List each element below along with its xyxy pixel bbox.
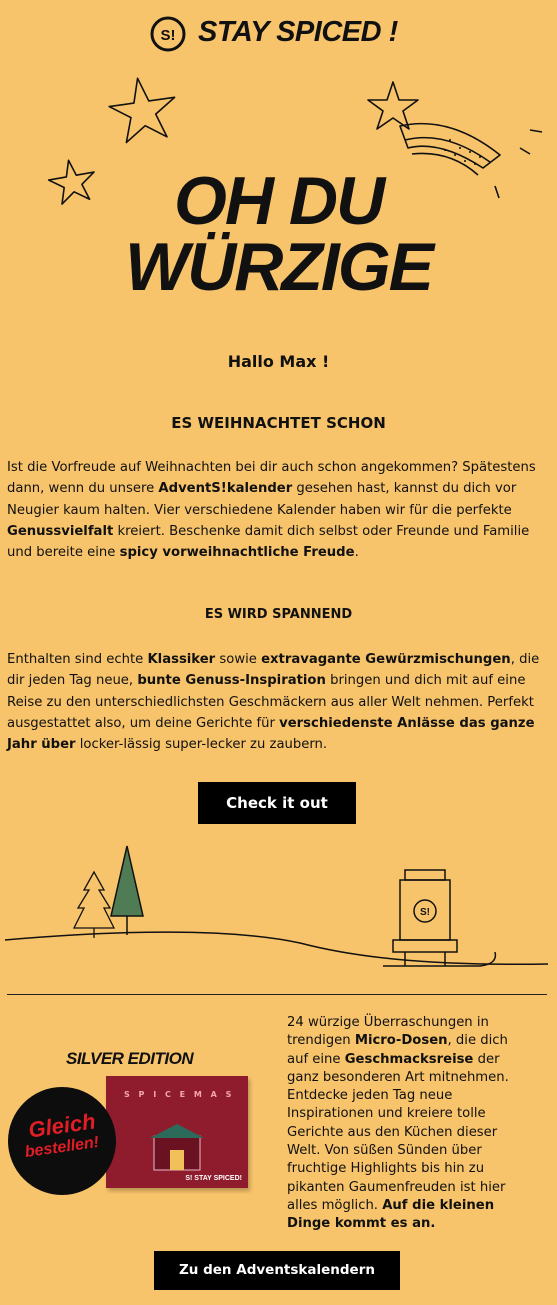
brand-mark-icon [148,14,188,54]
svg-text:S!: S! [420,907,430,918]
hero-line-1: OH DU [173,163,384,239]
brand-logo[interactable] [0,14,557,54]
intro-paragraph: Ist die Vorfreude auf Weihnachten bei dir auch schon angekommen? Spätestens dann, wenn du unsere AdventS!kalender gesehen hast, kannst du dich vor Neugier kaum halten. Vier verschiedene Kalender haben wir für die perfekte Genussvielfalt kreiert. Beschenke damit dich selbst oder Freunde und Familie und bereite eine spicy vorweihnachtliche Freude. [7,460,536,561]
section-title-weihnachtet: ES WEIHNACHTET SCHON [171,414,386,432]
check-it-out-button[interactable]: Check it out [198,782,356,824]
order-now-badge[interactable] [8,1087,116,1195]
winter-landscape-illustration [0,838,557,978]
divider [7,994,547,995]
tree-icon [111,846,143,916]
box-brand: S! STAY SPICED! [185,1175,242,1182]
order-badge-line-2: bestellen! [23,1133,101,1162]
order-badge-line-1: Gleich [26,1108,97,1143]
box-title: S P I C E M A S [124,1090,235,1099]
greeting: Hallo Max ! [227,352,330,371]
svg-text:S!: S! [160,27,176,44]
tree-icon [74,872,114,928]
hero-line-2: WÜRZIGE [124,229,433,305]
details-paragraph: Enthalten sind echte Klassiker sowie extravagante Gewürzmischungen, die dir jeden Tag neue, bunte Genuss-Inspiration bringen und dich mit auf eine Reise zu den unterschiedlichsten Geschmäckern aus aller Welt nehmen. Perfekt ausgestattet also, um deine Gerichte für verschiedenste Anlässe das ganze Jahr über locker-lässig super-lecker zu zaubern. [7,652,540,753]
sled-icon [383,870,495,966]
shooting-star-icon [368,82,418,129]
section-title-spannend: ES WIRD SPANNEND [204,607,353,622]
product-description: 24 würzige Überraschungen in trendigen Micro-Dosen, die dich auf eine Geschmacksreise der ganz besonderen Art mitnehmen. Entdecke jeden Tag neue Inspirationen und kreiere tolle Gerichte aus den Küchen dieser Welt. Von süßen Sünden über fruchtige Highlights bis hin zu pikanten Gaumenfreuden ist hier alles möglich. Auf die kleinen Dinge kommt es an. [287,1015,509,1232]
advent-calendar-box-image[interactable] [106,1076,248,1188]
star-icon [106,74,180,145]
adventskalender-button[interactable]: Zu den Adventskalendern [154,1251,400,1290]
house-icon [146,1118,208,1174]
edition-label: SILVER EDITION [66,1049,194,1068]
brand-name: STAY SPICED ! [198,16,398,48]
